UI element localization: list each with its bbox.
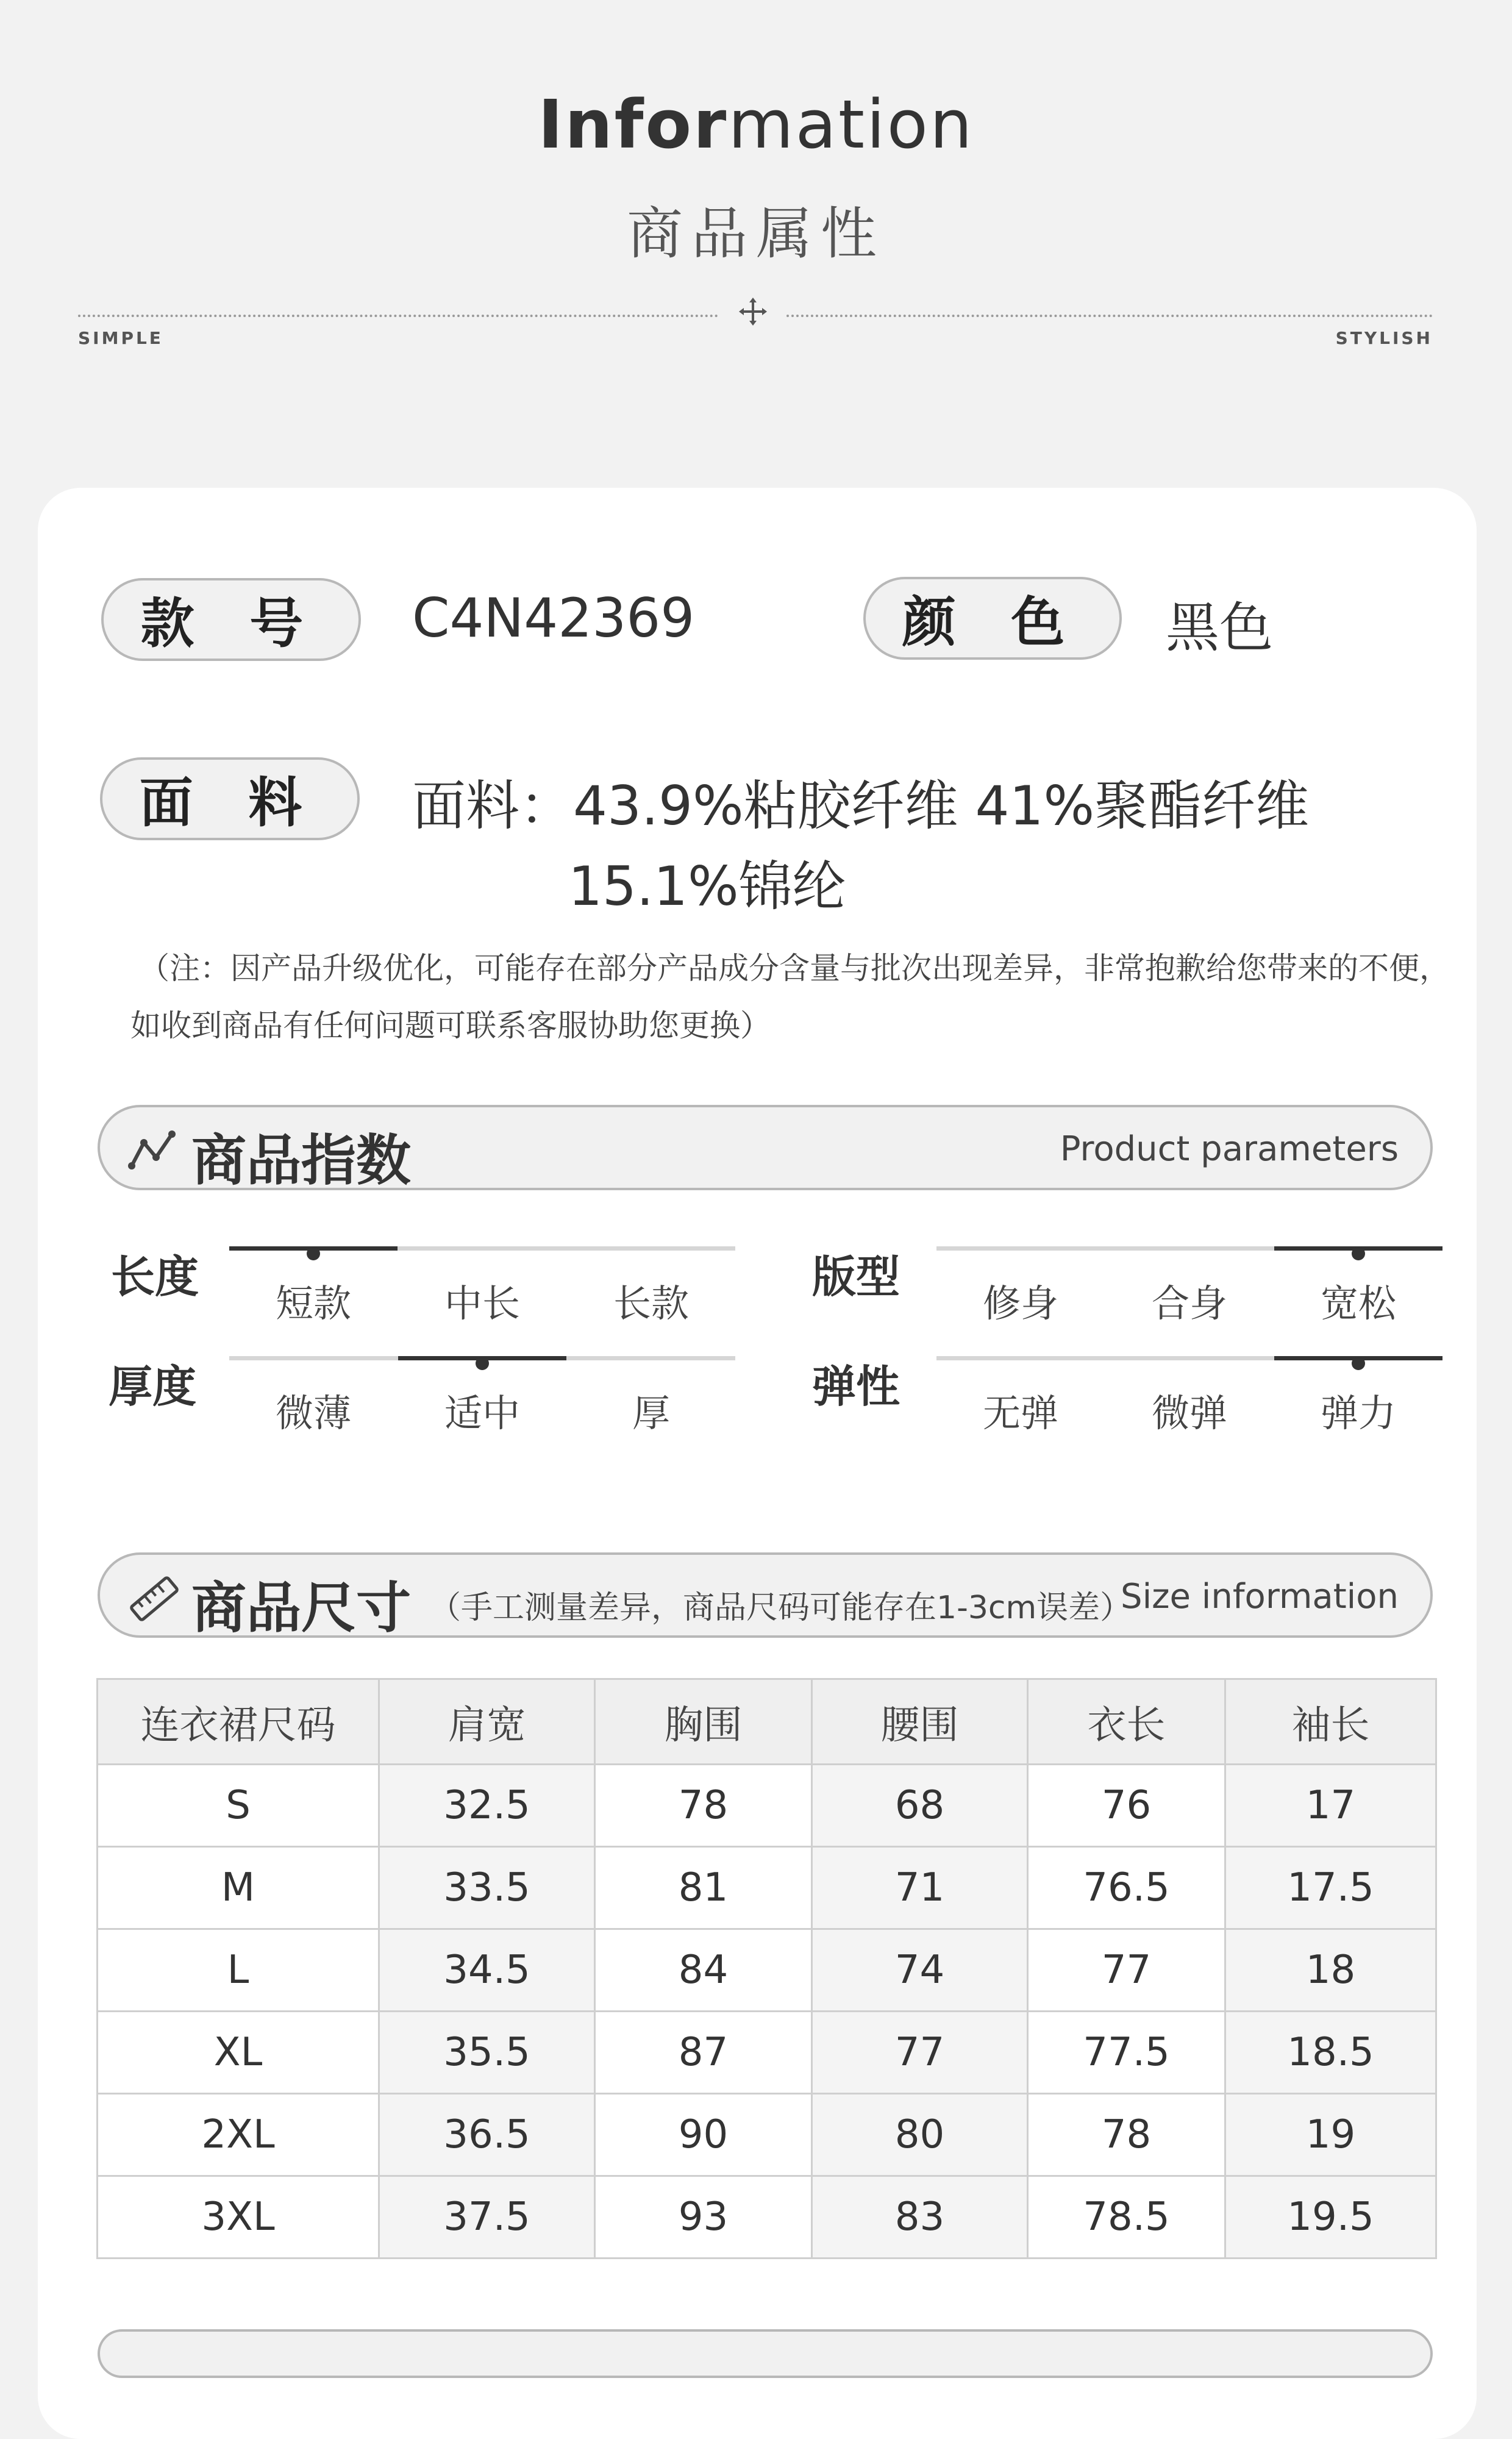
style-number-value: C4N42369 [412,587,695,649]
cell-chest: 87 [595,2012,812,2094]
index-option-thickness-2: 厚 [632,1391,670,1435]
cell-shoulder: 37.5 [379,2176,595,2259]
color-value: 黑色 [1166,596,1274,659]
cell-chest: 90 [595,2094,812,2176]
cell-sleeve: 17 [1225,1765,1436,1847]
cell-sleeve: 18 [1225,1929,1436,2012]
index-option-elasticity-0: 无弹 [982,1391,1058,1435]
product-index-title-en: Product parameters [1060,1129,1399,1169]
index-option-thickness-0: 微薄 [275,1391,351,1435]
size-header [98,1552,1433,1638]
cell-sleeve: 17.5 [1225,1847,1436,1929]
divider-right [786,315,1433,317]
title-bold: Infor [538,85,729,163]
cell-shoulder: 35.5 [379,2012,595,2094]
cell-sleeve: 19 [1225,2094,1436,2176]
cell-size: XL [98,2012,379,2094]
header-waist: 腰围 [812,1679,1028,1765]
index-option-elasticity-1: 微弹 [1151,1391,1227,1435]
index-option-fit-0: 修身 [982,1281,1058,1326]
size-table-header-row [98,1679,1436,1765]
trend-line-icon [128,1129,177,1172]
cell-chest: 93 [595,2176,812,2259]
index-marker-dot-fit [1352,1247,1365,1260]
cell-waist: 80 [812,2094,1028,2176]
cell-length: 78.5 [1028,2176,1225,2259]
page-subtitle: 商品属性 [626,201,885,266]
index-label-length: 长度 [111,1251,199,1302]
table-row [98,1847,1436,1929]
index-option-length-1: 中长 [444,1281,520,1326]
size-title-en: Size information [1121,1577,1399,1616]
cell-shoulder: 32.5 [379,1765,595,1847]
size-title: 商品尺寸 [191,1576,411,1640]
table-row [98,1929,1436,2012]
cell-shoulder: 34.5 [379,1929,595,2012]
cell-shoulder: 33.5 [379,1847,595,1929]
header-shoulder: 肩宽 [379,1679,595,1765]
table-row [98,2176,1436,2259]
index-option-fit-1: 合身 [1151,1281,1227,1326]
index-option-length-2: 长款 [613,1281,689,1326]
cell-length: 77 [1028,1929,1225,2012]
index-option-length-0: 短款 [275,1281,351,1326]
style-number-label: 款 号 [101,578,361,661]
index-option-fit-2: 宽松 [1320,1281,1396,1326]
fabric-line-1: 面料：43.9%粘胶纤维 41%聚酯纤维 [412,774,1310,837]
cell-length: 76 [1028,1765,1225,1847]
index-marker-dot-length [307,1247,320,1260]
title-light: mation [728,85,974,163]
fabric-label: 面 料 [100,757,360,840]
fabric-line-2: 15.1%锦纶 [568,855,846,918]
cell-chest: 81 [595,1847,812,1929]
header-sleeve: 袖长 [1225,1679,1436,1765]
table-row [98,2094,1436,2176]
cell-waist: 77 [812,2012,1028,2094]
cell-length: 77.5 [1028,2012,1225,2094]
index-label-thickness: 厚度 [109,1361,197,1412]
simple-tag: SIMPLE [78,328,163,348]
index-option-elasticity-2: 弹力 [1320,1391,1396,1435]
cell-waist: 74 [812,1929,1028,2012]
color-label: 颜 色 [863,577,1122,660]
cell-size: 2XL [98,2094,379,2176]
divider-left [78,315,718,317]
index-option-thickness-1: 适中 [444,1391,520,1435]
cell-size: L [98,1929,379,2012]
cell-length: 76.5 [1028,1847,1225,1929]
size-table [96,1678,1437,2259]
size-note: （手工测量差异，商品尺码可能存在1-3cm误差） [429,1590,1132,1626]
header-length: 衣长 [1028,1679,1225,1765]
note-line-2: 如收到商品有任何问题可联系客服协助您更换） [130,1008,771,1043]
cell-sleeve: 18.5 [1225,2012,1436,2094]
table-row [98,1765,1436,1847]
cell-size: M [98,1847,379,1929]
cell-sleeve: 19.5 [1225,2176,1436,2259]
cell-waist: 68 [812,1765,1028,1847]
cell-shoulder: 36.5 [379,2094,595,2176]
table-row [98,2012,1436,2094]
cell-waist: 83 [812,2176,1028,2259]
cell-chest: 84 [595,1929,812,2012]
cell-chest: 78 [595,1765,812,1847]
header-size: 连衣裙尺码 [98,1679,379,1765]
product-index-header [98,1105,1433,1193]
index-label-elasticity: 弹性 [812,1361,900,1412]
cell-size: S [98,1765,379,1847]
cell-length: 78 [1028,2094,1225,2176]
page-title [0,85,1512,163]
product-index-title: 商品指数 [191,1129,411,1193]
cell-size: 3XL [98,2176,379,2259]
index-marker-dot-elasticity [1352,1357,1365,1370]
note-line-1: （注：因产品升级优化，可能存在部分产品成分含量与批次出现差异，非常抱歉给您带来的不便， [139,951,1450,986]
next-section-header [98,2329,1433,2378]
index-marker-dot-thickness [476,1357,489,1370]
ruler-icon [127,1576,182,1622]
header-chest: 胸围 [595,1679,812,1765]
index-label-fit: 版型 [812,1251,900,1302]
cell-waist: 71 [812,1847,1028,1929]
cross-arrows-icon [738,296,768,327]
stylish-tag: STYLISH [1335,328,1433,348]
